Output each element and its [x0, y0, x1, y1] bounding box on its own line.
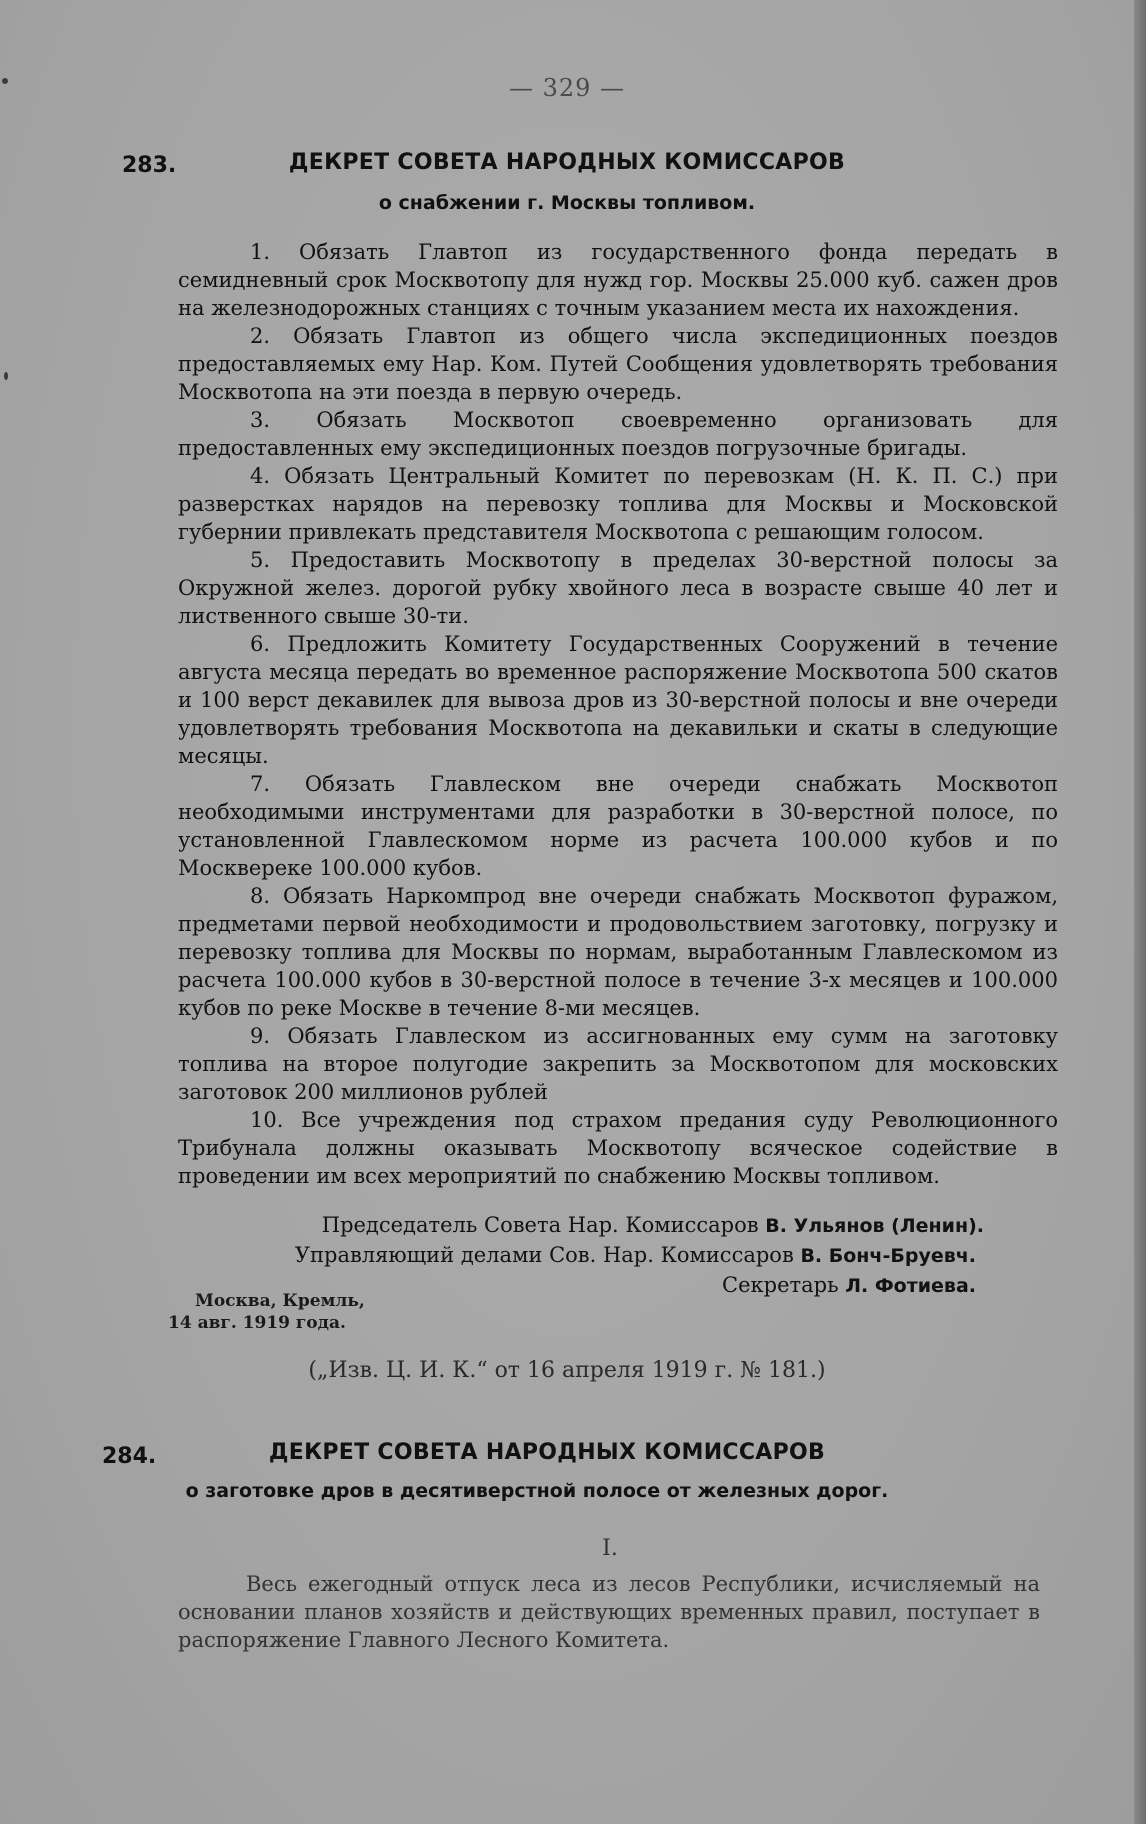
- decree-284-section-number: I.: [602, 1536, 618, 1561]
- signature-manager-name: В. Бонч-Бруевч.: [800, 1245, 976, 1267]
- decree-284-subtitle: о заготовке дров в десятиверстной полосе от железных дорог.: [185, 1480, 889, 1502]
- decree-283-paragraph-4: 4. Обязать Центральный Комитет по перевозкам (Н. К. П. С.) при разверстках нарядов на перевозку топлива для Москвы и Московской губернии привлекать представителя Москвотопа с решающим голосом.: [178, 464, 1058, 544]
- signature-secretary: [722, 1270, 976, 1301]
- decree-283-number: 283.: [122, 153, 177, 178]
- decree-283-paragraph-2: 2. Обязать Главтоп из общего числа экспедиционных поездов предоставляемых ему Нар. Ком. Путей Сообщения удовлетворять требования Москвотопа на эти поезда в первую очередь.: [178, 324, 1058, 404]
- signature-chairman-name: В. Ульянов (Ленин).: [765, 1215, 984, 1237]
- signature-chairman-role: Председатель Совета Нар. Комиссаров: [321, 1213, 759, 1237]
- decree-283-paragraph-5: 5. Предоставить Москвотопу в пределах 30-верстной полосы за Окружной желез. дорогой рубку хвойного леса в возрасте свыше 40 лет и лиственного свыше 30-ти.: [178, 548, 1058, 628]
- decree-283-paragraph-8: 8. Обязать Наркомпрод вне очереди снабжать Москвотоп фуражом, предметами первой необходимости и продовольствием заготовку, погрузку и перевозку топлива для Москвы по нормам, выработанным Главлескомом из расчета 100.000 кубов в 30-верстной полосе в течение 3-х месяцев и 100.000 кубов по реке Москве в течение 8-ми месяцев.: [178, 884, 1058, 1020]
- decree-284-number: 284.: [102, 1444, 157, 1469]
- decree-283-subtitle: о снабжении г. Москвы топливом.: [378, 192, 756, 214]
- signature-chairman: [322, 1210, 984, 1241]
- signature-secretary-role: Секретарь: [722, 1273, 839, 1297]
- signature-manager: [295, 1240, 976, 1271]
- scan-edge-shadow: [1134, 0, 1146, 1824]
- source-citation: („Изв. Ц. И. К.“ от 16 апреля 1919 г. № 181.): [308, 1358, 826, 1383]
- decree-283-paragraph-1: 1. Обязать Главтоп из государственного фонда передать в семидневный срок Москвотопу для нужд гор. Москвы 25.000 куб. сажен дров на железнодорожных станциях с точным указанием места их нахождения.: [178, 240, 1058, 320]
- decree-283-paragraph-7: 7. Обязать Главлеском вне очереди снабжать Москвотоп необходимыми инструментами для разработки в 30-верстной полосе, по установленной Главлескомом норме из расчета 100.000 кубов и по Москвереке 100.000 кубов.: [178, 772, 1058, 880]
- decree-283-paragraph-6: 6. Предложить Комитету Государственных Сооружений в течение августа месяца передать во временное распоряжение Москвотопа 500 скатов и 100 верст декавилек для вывоза дров из 30-верстной полосы и вне очереди удовлетворять требования Москвотопа на декавильки и скаты в следующие месяцы.: [178, 632, 1058, 768]
- decree-284-body: [178, 1570, 1040, 1654]
- decree-283-paragraph-9: 9. Обязать Главлеском из ассигнованных ему сумм на заготовку топлива на второе полугодие закрепить за Москвотопом для московских заготовок 200 миллионов рублей: [178, 1024, 1058, 1104]
- decree-284-paragraph-1: Весь ежегодный отпуск леса из лесов Республики, исчисляемый на основании планов хозяйств и действующих временных правил, поступает в распоряжение Главного Лесного Комитета.: [178, 1572, 1040, 1652]
- signature-manager-role: Управляющий делами Сов. Нар. Комиссаров: [294, 1243, 794, 1267]
- decree-283-title: ДЕКРЕТ СОВЕТА НАРОДНЫХ КОМИССАРОВ: [288, 150, 846, 175]
- signature-secretary-name: Л. Фотиева.: [845, 1275, 976, 1297]
- place: Москва, Кремль,: [195, 1291, 365, 1311]
- decree-284-title: ДЕКРЕТ СОВЕТА НАРОДНЫХ КОМИССАРОВ: [268, 1440, 826, 1465]
- place-and-date: [168, 1290, 365, 1334]
- scan-speck: [2, 78, 8, 84]
- decree-283-paragraph-10: 10. Все учреждения под страхом предания суду Революционного Трибунала должны оказывать Москвотопу всяческое содействие в проведении им всех мероприятий по снабжению Москвы топливом.: [178, 1108, 1058, 1188]
- decree-283-body: [178, 238, 1058, 1190]
- decree-283-paragraph-3: 3. Обязать Москвотоп своевременно организовать для предоставленных ему экспедиционных поездов погрузочные бригады.: [178, 408, 1058, 460]
- page-number: — 329 —: [508, 74, 626, 102]
- scan-speck: [4, 372, 8, 380]
- date: 14 авг. 1919 года.: [168, 1313, 346, 1333]
